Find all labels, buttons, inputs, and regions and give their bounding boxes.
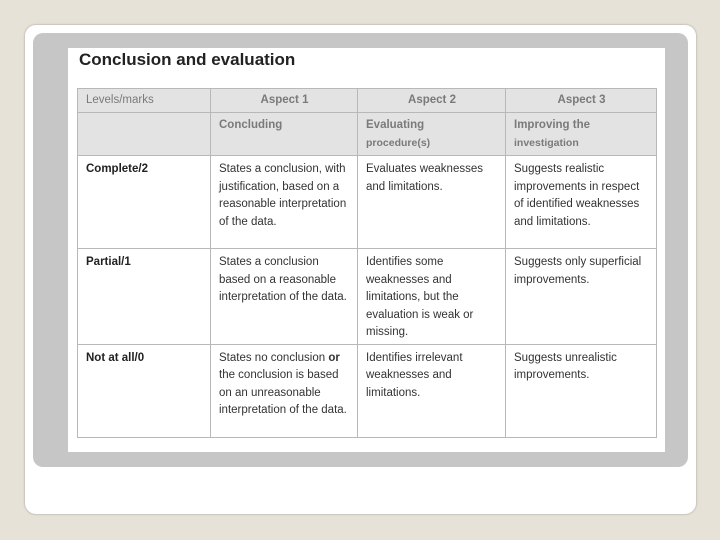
cell-not-at-all-aspect1: [211, 344, 358, 437]
header-improving-line1: Improving the: [514, 119, 591, 131]
header-levels-marks: Levels/marks: [78, 89, 211, 113]
cell-text-part1: States no conclusion: [219, 351, 329, 364]
cell-text-part2: the conclusion is based on an unreasonable interpretation of the data.: [219, 369, 347, 416]
header-evaluating-line2: procedure(s): [366, 136, 431, 149]
header-row-criteria: [78, 113, 657, 156]
cell-text-bold-or: or: [328, 351, 340, 364]
level-partial: Partial/1: [78, 249, 211, 345]
cell-not-at-all-aspect2: Identifies irrelevant weaknesses and limitations.: [358, 344, 506, 437]
header-aspect-1: Aspect 1: [211, 89, 358, 113]
header-aspect-2: Aspect 2: [358, 89, 506, 113]
cell-not-at-all-aspect3: Suggests unrealistic improvements.: [506, 344, 657, 437]
table-row-partial: [78, 249, 657, 345]
page-title: Conclusion and evaluation: [79, 50, 296, 69]
header-concluding: Concluding: [211, 113, 358, 156]
header-improving-investigation: [506, 113, 657, 156]
table-row-not-at-all: [78, 344, 657, 437]
header-row-aspects: [78, 89, 657, 113]
table-row-complete: [78, 156, 657, 249]
cell-complete-aspect1: States a conclusion, with justification, based on a reasonable interpretation of the data.: [211, 156, 358, 249]
cell-complete-aspect3: Suggests realistic improvements in respect of identified weaknesses and limitations.: [506, 156, 657, 249]
cell-complete-aspect2: Evaluates weaknesses and limitations.: [358, 156, 506, 249]
rubric-panel: [68, 48, 665, 452]
rubric-table: [77, 88, 657, 438]
cell-partial-aspect1: States a conclusion based on a reasonable interpretation of the data.: [211, 249, 358, 345]
header-empty-cell: [78, 113, 211, 156]
header-aspect-3: Aspect 3: [506, 89, 657, 113]
level-not-at-all: Not at all/0: [78, 344, 211, 437]
cell-partial-aspect3: Suggests only superficial improvements.: [506, 249, 657, 345]
cell-partial-aspect2: Identifies some weaknesses and limitations, but the evaluation is weak or missing.: [358, 249, 506, 345]
header-evaluating-line1: Evaluating: [366, 119, 425, 131]
header-evaluating-procedures: [358, 113, 506, 156]
header-improving-line2: investigation: [514, 136, 579, 149]
level-complete: Complete/2: [78, 156, 211, 249]
